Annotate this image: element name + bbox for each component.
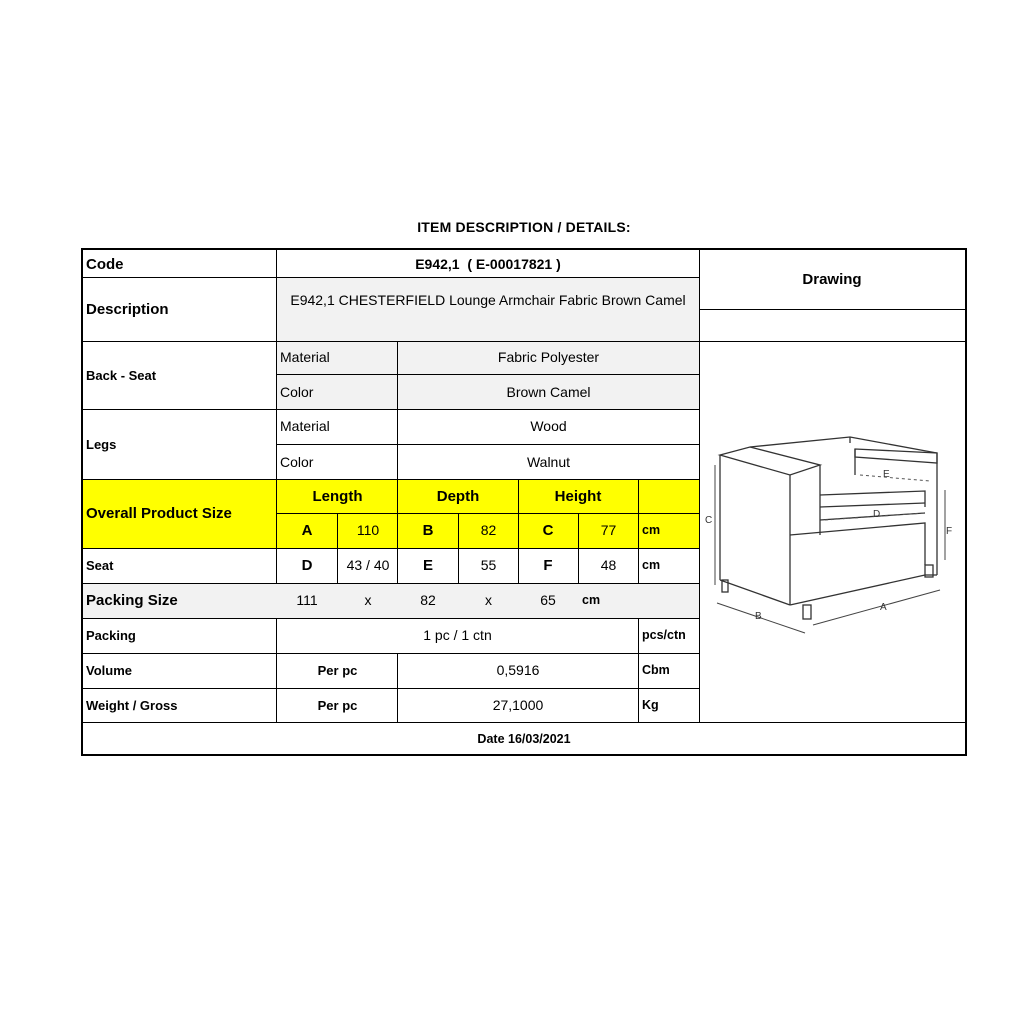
code-label: Code [86, 255, 124, 273]
back-seat-color: Brown Camel [506, 383, 591, 400]
volume-per: Per pc [317, 663, 358, 678]
dim-d-value: 43 / 40 [346, 557, 390, 573]
weight-unit: Kg [642, 697, 659, 712]
code-value: E942,1 ( E-00017821 ) [415, 255, 561, 272]
packing-size-length: 111 [296, 592, 318, 608]
depth-header: Depth [436, 487, 480, 505]
legs-label: Legs [86, 436, 117, 452]
dim-f-value: 48 [600, 557, 617, 573]
overall-unit: cm [642, 523, 661, 537]
packing-unit: pcs/ctn [642, 628, 686, 642]
weight-label: Weight / Gross [86, 697, 178, 713]
packing-size-x1: x [364, 592, 372, 608]
drawing-label-b: B [755, 611, 762, 622]
legs-color-label: Color [280, 453, 314, 470]
dim-d-letter: D [301, 557, 313, 574]
armchair-drawing [705, 435, 955, 635]
seat-label: Seat [86, 558, 114, 573]
packing-value: 1 pc / 1 ctn [423, 627, 492, 643]
seat-unit: cm [642, 558, 661, 572]
packing-size-width: 82 [420, 592, 436, 608]
dim-e-letter: E [422, 557, 433, 574]
packing-size-label: Packing Size [86, 592, 178, 609]
packing-size-unit: cm [582, 593, 601, 607]
legs-material: Wood [530, 418, 567, 434]
weight-value: 27,1000 [492, 696, 544, 713]
dim-c-letter: C [542, 522, 554, 539]
back-seat-material: Fabric Polyester [497, 349, 600, 365]
volume-unit: Cbm [642, 663, 670, 677]
height-header: Height [554, 487, 602, 505]
volume-label: Volume [86, 663, 132, 678]
dim-e-value: 55 [480, 557, 497, 573]
packing-size-height: 65 [540, 592, 556, 608]
drawing-label-c: C [705, 515, 713, 526]
description-label: Description [86, 301, 169, 318]
date-footer: Date 16/03/2021 [477, 732, 571, 746]
legs-color: Walnut [526, 453, 571, 470]
dim-b-value: 82 [480, 522, 497, 538]
drawing-label-f: F [946, 526, 953, 537]
drawing-label: Drawing [802, 271, 862, 288]
description-value: E942,1 CHESTERFIELD Lounge Armchair Fabric Brown Camel [290, 291, 686, 308]
drawing-label-d: D [873, 509, 881, 520]
length-header: Length [312, 487, 363, 505]
volume-value: 0,5916 [496, 662, 540, 678]
legs-material-label: Material [280, 418, 330, 434]
dim-a-value: 110 [356, 522, 380, 538]
packing-label: Packing [86, 628, 136, 643]
overall-size-label: Overall Product Size [86, 505, 232, 522]
back-seat-material-label: Material [280, 349, 330, 365]
weight-per: Per pc [317, 697, 358, 713]
document-title: ITEM DESCRIPTION / DETAILS: [417, 219, 631, 235]
dim-a-letter: A [301, 522, 313, 539]
packing-size-x2: x [485, 592, 492, 608]
back-seat-label: Back - Seat [86, 367, 157, 383]
drawing-label-a: A [880, 602, 887, 613]
back-seat-color-label: Color [280, 383, 314, 400]
drawing-label-e: E [883, 469, 890, 480]
dim-c-value: 77 [600, 522, 617, 538]
dim-b-letter: B [422, 522, 434, 539]
dim-f-letter: F [543, 557, 553, 574]
